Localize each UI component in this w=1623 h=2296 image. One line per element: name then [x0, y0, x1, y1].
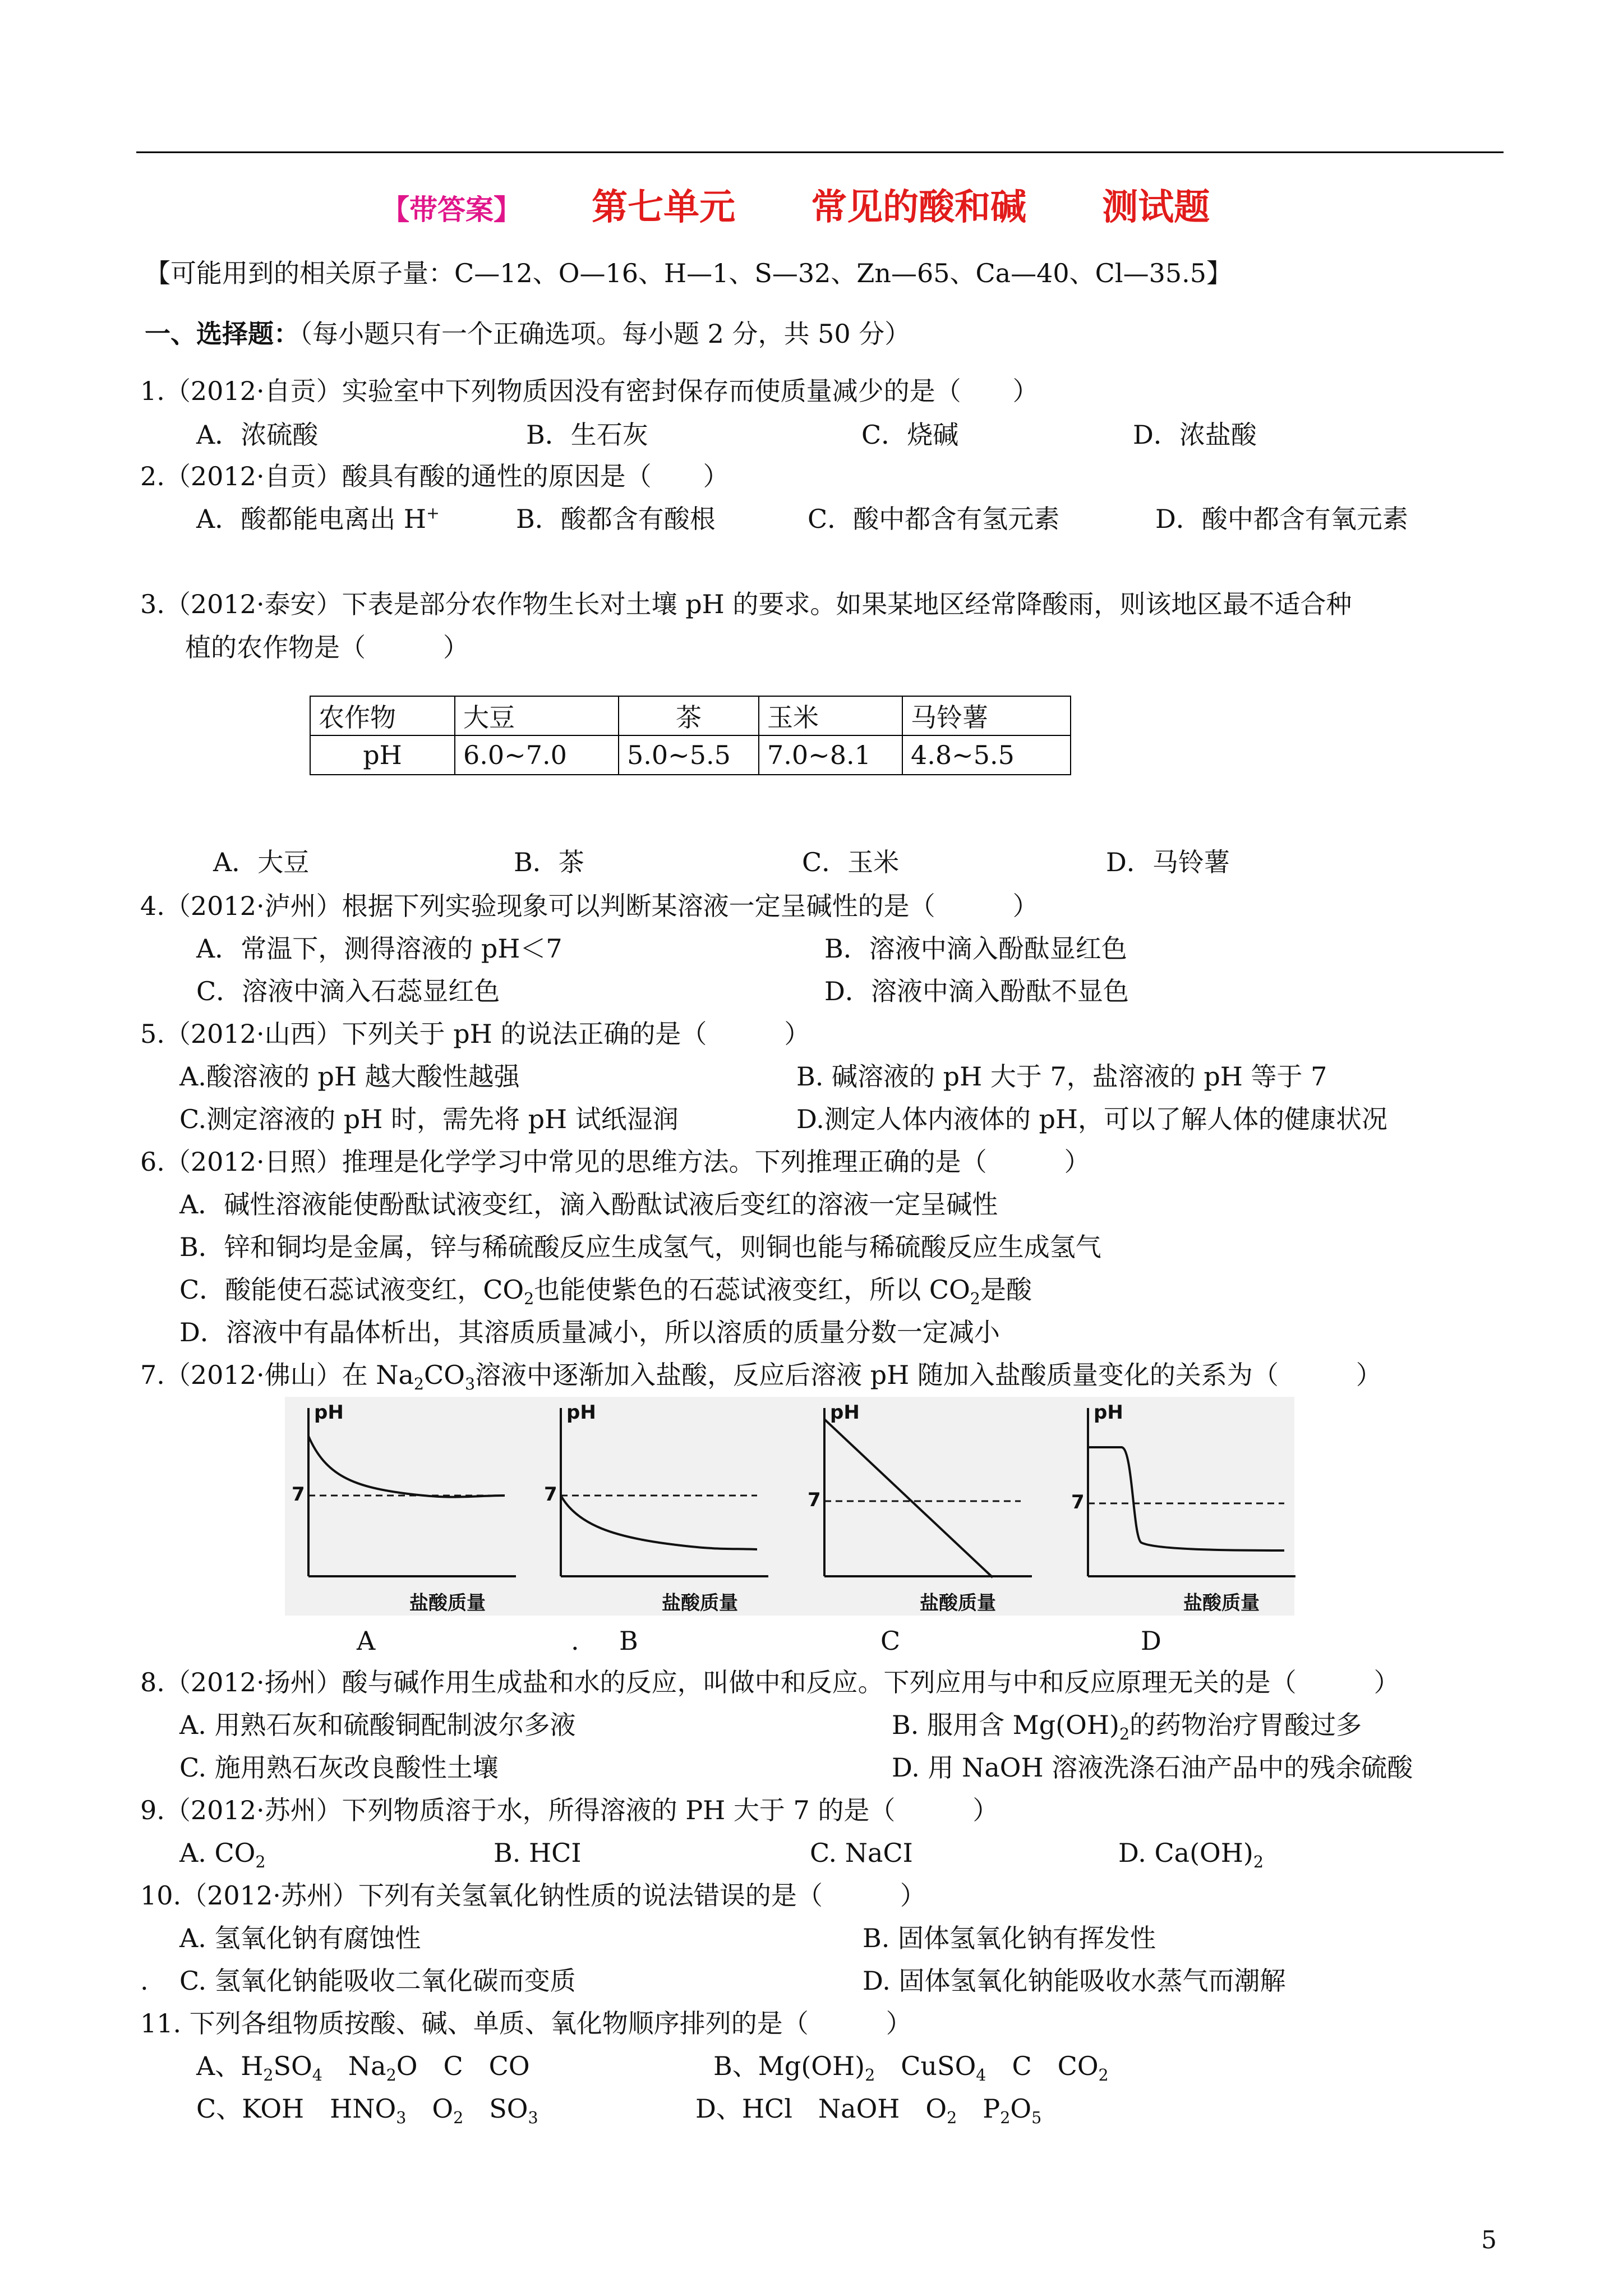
q2-option-c: C．酸中都含有氢元素	[808, 504, 1060, 534]
q10-option-a: A. 氢氧化钠有腐蚀性	[179, 1923, 421, 1953]
q2-option-b: B．酸都含有酸根	[516, 504, 716, 534]
q4-option-d: D．溶液中滴入酚酞不显色	[824, 976, 1129, 1006]
q1-option-c: C．烧碱	[861, 420, 959, 450]
table-header-cell: 茶	[619, 696, 759, 735]
graph-b-ref: 7	[544, 1483, 557, 1506]
graph-b	[544, 1397, 813, 1621]
q5-stem: 5.（2012·山西）下列关于 pH 的说法正确的是（ ）	[140, 1019, 810, 1049]
q6-option-b: B．锌和铜均是金属，锌与稀硫酸反应生成氢气，则铜也能与稀硫酸反应生成氢气	[179, 1232, 1101, 1262]
table-row	[310, 735, 1071, 775]
q6-option-c: C．酸能使石蕊试液变红，$CO_2$也能使紫色的石蕊试液变红，所以 $CO_2$是酸	[179, 1274, 1032, 1309]
q4-option-a: A．常温下，测得溶液的 pH＜7	[196, 933, 562, 964]
graph-d-ylabel: pH	[1094, 1401, 1123, 1424]
answer-tag: 【带答案】	[381, 193, 522, 226]
graph-c	[808, 1397, 1077, 1621]
q5-option-c: C.测定溶液的 pH 时，需先将 pH 试纸湿润	[179, 1104, 679, 1134]
graph-b-ylabel: pH	[566, 1401, 596, 1424]
q1-option-a: A．浓硫酸	[196, 420, 319, 450]
q4-option-b: B．溶液中滴入酚酞显红色	[824, 933, 1127, 964]
q10-stem: 10.（2012·苏州）下列有关氢氧化钠性质的说法错误的是（ ）	[140, 1880, 926, 1911]
table-header-cell: 玉米	[759, 696, 902, 735]
q8-option-b: B. 服用含 $Mg(OH)_2$的药物治疗胃酸过多	[892, 1710, 1362, 1744]
q6-stem: 6.（2012·日照）推理是化学学习中常见的思维方法。下列推理正确的是（ ）	[140, 1147, 1090, 1177]
top-rule	[136, 151, 1504, 153]
q8-stem: 8.（2012·扬州）酸与碱作用生成盐和水的反应，叫做中和反应。下列应用与中和反应原理无关的是（ ）	[140, 1667, 1400, 1697]
q8-option-a: A. 用熟石灰和硫酸铜配制波尔多液	[179, 1710, 576, 1740]
q5-option-d: D.测定人体内液体的 pH，可以了解人体的健康状况	[796, 1104, 1388, 1134]
q10-option-b: B. 固体氢氧化钠有挥发性	[863, 1923, 1156, 1953]
graph-d-xlabel: 盐酸质量	[1183, 1592, 1260, 1614]
q7-stem: 7.（2012·佛山）在 $Na_2CO_3$溶液中逐渐加入盐酸，反应后溶液 pH 随加入盐酸质量变化的关系为（ ）	[140, 1360, 1382, 1394]
q3-option-a: A．大豆	[213, 847, 310, 877]
ph-table	[310, 696, 1071, 775]
q3-stem-line1: 3.（2012·泰安）下表是部分农作物生长对土壤 pH 的要求。如果某地区经常降酸雨，则该地区最不适合种	[140, 589, 1352, 619]
graph-c-ref: 7	[808, 1489, 821, 1511]
graph-label-c: C	[880, 1626, 901, 1656]
q4-stem: 4.（2012·泸州）根据下列实验现象可以判断某溶液一定呈碱性的是（ ）	[140, 891, 1039, 921]
q9-option-d: D. $Ca(OH)_2$	[1118, 1838, 1264, 1872]
graph-label-a: A	[357, 1626, 376, 1656]
atomic-masses: 【可能用到的相关原子量：C—12、O—16、H—1、S—32、Zn—65、Ca—40、Cl—35.5】	[145, 258, 1233, 288]
kind-title: 测试题	[1102, 186, 1210, 228]
table-header-cell: 马铃薯	[902, 696, 1071, 735]
q8-option-d: D. 用 NaOH 溶液洗涤石油产品中的残余硫酸	[892, 1752, 1413, 1783]
unit-title: 第七单元	[592, 186, 736, 228]
graph-a-ref: 7	[292, 1483, 305, 1506]
table-cell: 6.0~7.0	[455, 735, 619, 775]
q11-option-c: C、KOH $HNO_3$ $O_2$ $SO_3$	[196, 2093, 538, 2128]
page-number: 5	[1481, 2226, 1497, 2254]
table-row	[310, 696, 1071, 735]
q5-option-a: A.酸溶液的 pH 越大酸性越强	[179, 1061, 520, 1092]
topic-title: 常见的酸和碱	[811, 186, 1027, 228]
q10-option-c: C. 氢氧化钠能吸收二氧化碳而变质	[179, 1966, 576, 1996]
graph-c-svg	[808, 1397, 1043, 1616]
graph-c-ylabel: pH	[830, 1401, 860, 1424]
table-header-cell: 大豆	[455, 696, 619, 735]
q9-option-c: C. NaCI	[810, 1838, 913, 1868]
graph-label-d: D	[1141, 1626, 1161, 1656]
graph-a-ylabel: pH	[314, 1401, 344, 1424]
q1-option-d: D．浓盐酸	[1133, 420, 1257, 450]
graph-b-svg	[544, 1397, 780, 1616]
q11-option-b: B、$Mg(OH)_2$ CuSO$_4$ C $CO_2$	[713, 2051, 1109, 2085]
q3-option-d: D．马铃薯	[1106, 847, 1230, 877]
q2-stem: 2.（2012·自贡）酸具有酸的通性的原因是（ ）	[140, 461, 729, 491]
q5-option-b: B. 碱溶液的 pH 大于 7，盐溶液的 pH 等于 7	[796, 1061, 1327, 1092]
section-note: （每小题只有一个正确选项。每小题 2 分，共 50 分）	[299, 319, 911, 349]
q3-option-b: B．茶	[514, 847, 584, 877]
q6-option-a: A．碱性溶液能使酚酞试液变红，滴入酚酞试液后变红的溶液一定呈碱性	[179, 1189, 998, 1220]
table-cell: 4.8~5.5	[902, 735, 1071, 775]
q3-stem-line2: 植的农作物是（ ）	[185, 632, 469, 662]
graph-d-svg	[1071, 1397, 1307, 1616]
graph-a	[292, 1397, 561, 1621]
q3-option-c: C．玉米	[802, 847, 900, 877]
q11-stem: 11. 下列各组物质按酸、碱、单质、氧化物顺序排列的是（ ）	[140, 2008, 912, 2039]
q4-option-c: C．溶液中滴入石蕊显红色	[196, 976, 500, 1006]
q8-option-c: C. 施用熟石灰改良酸性土壤	[179, 1752, 499, 1783]
q2-option-a: A．酸都能电离出 H+	[196, 504, 440, 534]
section-heading	[145, 319, 910, 349]
q9-option-a: A. $CO_2$	[179, 1838, 266, 1872]
title-line	[381, 178, 1210, 230]
table-cell: pH	[310, 735, 455, 775]
table-cell: 7.0~8.1	[759, 735, 902, 775]
table-cell: 5.0~5.5	[619, 735, 759, 775]
q10-option-d: D. 固体氢氧化钠能吸收水蒸气而潮解	[863, 1966, 1286, 1996]
graph-c-xlabel: 盐酸质量	[920, 1592, 996, 1614]
q11-option-a: A、$H_2SO_4$ $Na_2O$ C CO	[196, 2051, 530, 2085]
q11-option-d: D、HCl NaOH $O_2$ $P_2O_5$	[695, 2093, 1042, 2128]
q1-stem: 1.（2012·自贡）实验室中下列物质因没有密封保存而使质量减少的是（ ）	[140, 376, 1039, 406]
graph-b-xlabel: 盐酸质量	[662, 1592, 738, 1614]
q6-option-d: D．溶液中有晶体析出，其溶质质量减小，所以溶质的质量分数一定减小	[179, 1317, 1000, 1347]
graph-a-xlabel: 盐酸质量	[409, 1592, 486, 1614]
q10-dot: .	[140, 1966, 149, 1996]
section-title: 一、选择题：	[145, 319, 299, 349]
q9-option-b: B. HCI	[494, 1838, 582, 1868]
graph-a-svg	[292, 1397, 527, 1616]
graph-d	[1071, 1397, 1340, 1621]
graph-d-ref: 7	[1071, 1491, 1085, 1513]
graph-label-b: B	[619, 1626, 638, 1656]
table-header-cell: 农作物	[310, 696, 455, 735]
q1-option-b: B．生石灰	[526, 420, 648, 450]
q2-option-d: D．酸中都含有氧元素	[1155, 504, 1408, 534]
q9-stem: 9.（2012·苏州）下列物质溶于水，所得溶液的 PH 大于 7 的是（ ）	[140, 1795, 999, 1825]
graph-label-dot: .	[571, 1626, 579, 1656]
